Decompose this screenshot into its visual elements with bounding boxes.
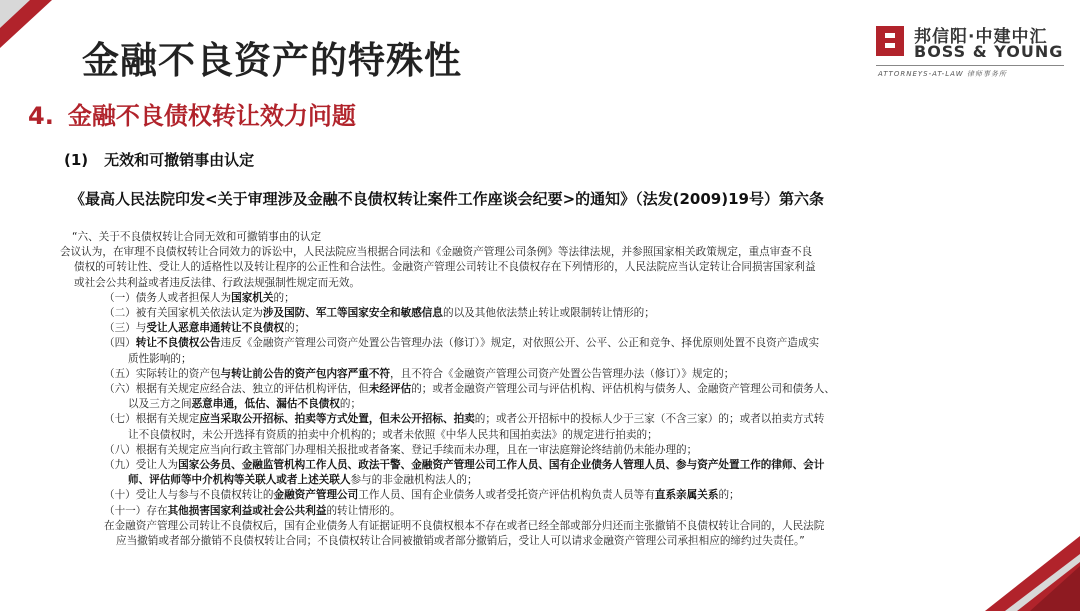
page-title: 金融不良资产的特殊性 <box>82 39 462 82</box>
logo-english-name: BOSS & YOUNG <box>914 42 1064 61</box>
corner-decoration-top-left <box>0 0 52 48</box>
closing-line: 应当撤销或者部分撤销不良债权转让合同；不良债权转让合同被撤销或者部分撤销后，受让人可以请求金融资产管理公司承担相应的缔约过失责任。” <box>116 535 805 548</box>
section-heading <box>28 96 356 131</box>
logo-subtitle: ATTORNEYS-AT-LAW 律师事务所 <box>878 70 1007 78</box>
subsection-number: (1) <box>64 151 89 169</box>
logo-mark-icon <box>876 26 904 56</box>
list-item: （十一）存在其他损害国家利益或社会公共利益的转让情形的。 <box>104 504 401 517</box>
section-title: 金融不良债权转让效力问题 <box>67 102 356 130</box>
list-item-continuation: 以及三方之间恶意串通，低估、漏估不良债权的； <box>128 398 362 411</box>
logo-divider <box>876 65 1064 66</box>
section-number: 4. <box>28 102 54 130</box>
list-item: （十）受让人与参与不良债权转让的金融资产管理公司工作人员、国有企业债务人或者受托资产评估机构负责人员等有直系亲属关系的； <box>104 489 740 502</box>
body-heading: “六、关于不良债权转让合同无效和可撤销事由的认定 <box>72 231 322 243</box>
intro-line: 会议认为，在审理不良债权转让合同效力的诉讼中，人民法院应当根据合同法和《金融资产管理公司条例》等法律法规，并参照国家相关政策规定，重点审查不良 <box>60 246 813 259</box>
list-item: （二）被有关国家机关依法认定为涉及国防、军工等国家安全和敏感信息的以及其他依法禁止转让或限制转让情形的； <box>104 307 655 320</box>
intro-line: 或社会公共利益或者违反法律、行政法规强制性规定而无效。 <box>74 276 361 289</box>
list-item-continuation: 让不良债权时，未公开选择有资质的拍卖中介机构的；或者未依照《中华人民共和国拍卖法》的规定进行拍卖的； <box>128 428 658 441</box>
document-title: 《最高人民法院印发<关于审理涉及金融不良债权转让案件工作座谈会纪要>的通知》（法发(2009)19号）第六条 <box>70 190 824 208</box>
list-item: （五）实际转让的资产包与转让前公告的资产包内容严重不符，且不符合《金融资产管理公司资产处置公告管理办法（修订）》规定的； <box>104 367 735 380</box>
closing-line: 在金融资产管理公司转让不良债权后，国有企业债务人有证据证明不良债权根本不存在或者已经全部或部分归还而主张撤销不良债权转让合同的，人民法院 <box>104 519 825 532</box>
list-item: （一）债务人或者担保人为国家机关的； <box>104 291 295 304</box>
logo-chinese-name: 邦信阳·中建中汇 <box>914 27 1048 47</box>
list-item-continuation: 师、评估师等中介机构等关联人或者上述关联人参与的非金融机构法人的； <box>128 474 478 487</box>
intro-line: 债权的可转让性、受让人的适格性以及转让程序的公正性和合法性。金融资产管理公司转让不良债权存在下列情形的，人民法院应当认定转让合同损害国家利益 <box>74 261 816 274</box>
list-item: （三）与受让人恶意串通转让不良债权的； <box>104 322 306 335</box>
subsection-heading <box>64 149 254 170</box>
list-item: （九）受让人为国家公务员、金融监管机构工作人员、政法干警、金融资产管理公司工作人员、国有企业债务人管理人员、参与资产处置工作的律师、会计 <box>104 459 825 472</box>
list-item-continuation: 质性影响的； <box>128 352 192 365</box>
list-item: （七）根据有关规定应当采取公开招标、拍卖等方式处置，但未公开招标、拍卖的；或者公开招标中的投标人少于三家（不含三家）的；或者以拍卖方式转 <box>104 413 825 426</box>
list-item: （六）根据有关规定应经合法、独立的评估机构评估，但未经评估的；或者金融资产管理公司与评估机构、评估机构与债务人、金融资产管理公司和债务人、 <box>104 383 835 396</box>
list-item: （八）根据有关规定应当向行政主管部门办理相关报批或者备案、登记手续而未办理，且在一审法庭辩论终结前仍未能办理的； <box>104 443 698 456</box>
list-item: （四）转让不良债权公告违反《金融资产管理公司资产处置公告管理办法（修订）》规定，对依照公开、公平、公正和竞争、择优原则处置不良资产造成实 <box>104 337 820 350</box>
firm-logo <box>876 22 1066 92</box>
quoted-regulation-text <box>60 230 1000 549</box>
subsection-title: 无效和可撤销事由认定 <box>104 151 255 169</box>
